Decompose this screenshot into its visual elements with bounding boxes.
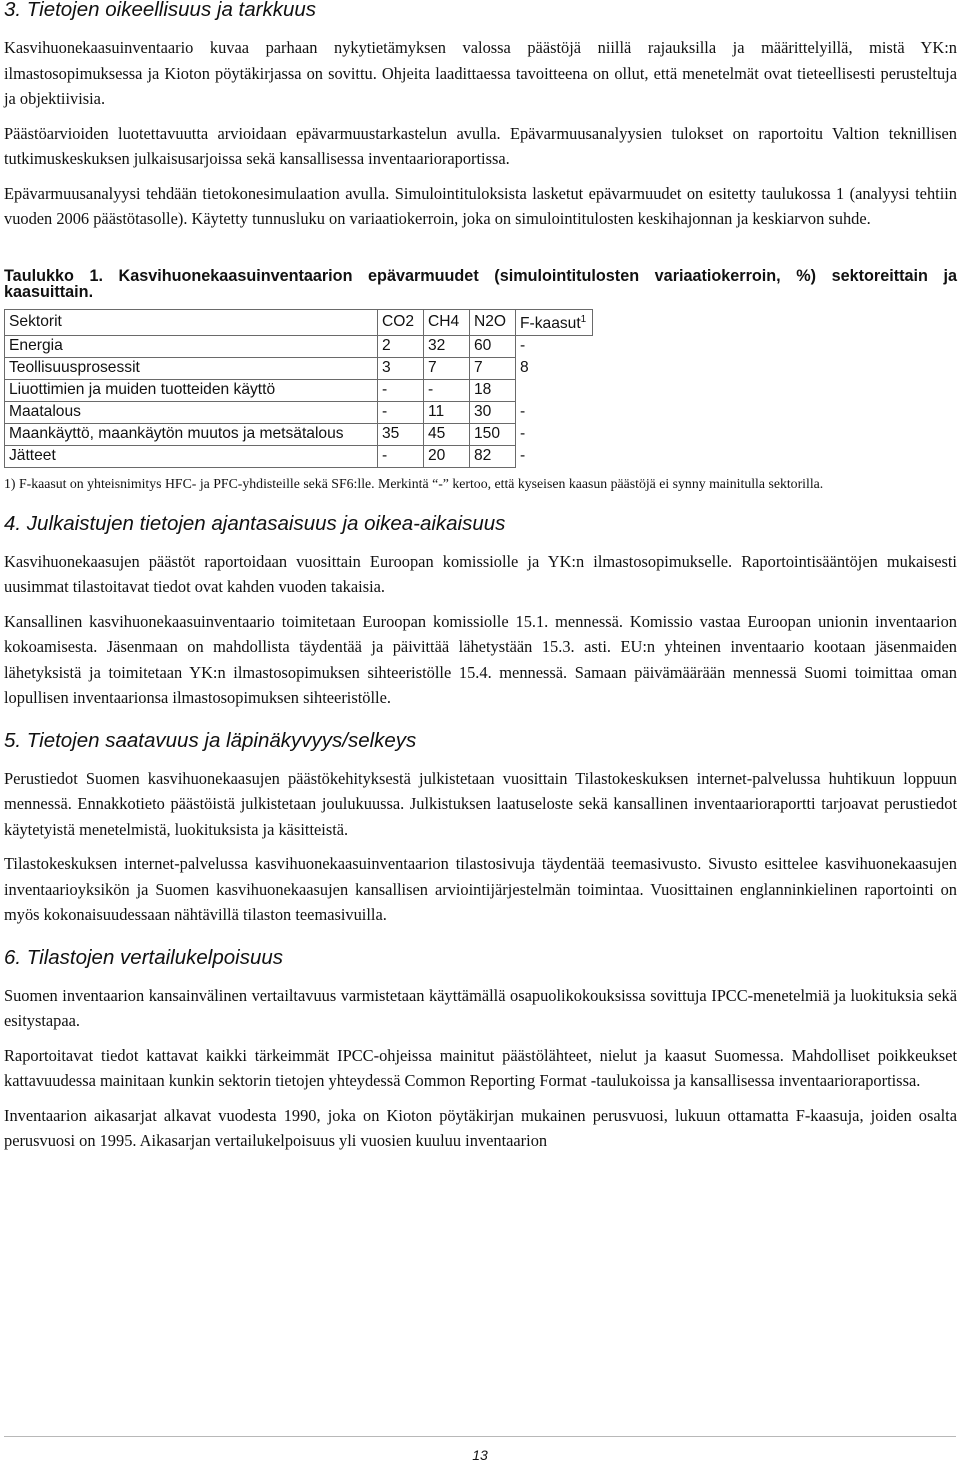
table-row — [5, 357, 593, 379]
header-fgas-footnote-ref: 1 — [580, 314, 587, 325]
cell-ch4: 45 — [424, 423, 470, 445]
cell-fgas: - — [520, 425, 526, 442]
cell-n2o: 82 — [470, 445, 516, 467]
table-caption: Taulukko 1. Kasvihuonekaasuinventaarion epävarmuudet (simulointitulosten variaatiokerroin, %) sektoreittain ja kaasuittain. — [4, 266, 957, 301]
table-header-row — [5, 309, 593, 335]
section-3-paragraph-1: Kasvihuonekaasuinventaario kuvaa parhaan nykytietämyksen valossa päästöjä niillä rajauksilla ja määrittelyillä, mistä YK:n ilmastosopimuksessa ja Kioton pöytäkirjassa on sovittu. Ohjeita laadittaessa tavoitteena on ollut, että menetelmät ovat tieteellisesti perusteltuja ja objektiivisia. — [4, 38, 957, 108]
table-row — [5, 445, 593, 467]
header-ch4: CH4 — [424, 309, 470, 335]
cell-sector: Energia — [5, 335, 378, 357]
page-number: 13 — [472, 1447, 488, 1463]
document-page — [4, 0, 957, 1154]
cell-ch4: 11 — [424, 401, 470, 423]
section-3-heading: 3. Tietojen oikeellisuus ja tarkkuus — [4, 0, 317, 21]
cell-fgas — [516, 379, 593, 401]
cell-fgas: - — [520, 403, 526, 420]
section-5-paragraph-2: Tilastokeskuksen internet-palvelussa kasvihuonekaasuinventaarion tilastosivuja täydentää teemasivusto. Sivusto esittelee kasvihuonekaasujen inventaarioyksikön ja Suomen kasvihuonekaasujen kansallisen arviointijärjestelmän toimintaa. Vuosittainen englanninkielinen raportointi on myös kokonaisuudessaan nähtävillä tilaston teemasivuilla. — [4, 854, 957, 924]
section-6-paragraph-3: Inventaarion aikasarjat alkavat vuodesta 1990, joka on Kioton pöytäkirjan mukainen perusvuosi, lukuun ottamatta F-kaasuja, joiden osalta perusvuosi on 1995. Aikasarjan vertailukelpoisuus yli vuosien kuuluu inventaarion — [4, 1105, 957, 1150]
cell-n2o: 30 — [470, 401, 516, 423]
cell-sector: Maankäyttö, maankäytön muutos ja metsätalous — [5, 423, 378, 445]
header-n2o: N2O — [470, 309, 516, 335]
section-6-heading: 6. Tilastojen vertailukelpoisuus — [4, 945, 283, 969]
section-3-paragraph-2: Päästöarvioiden luotettavuutta arvioidaan epävarmuustarkastelun avulla. Epävarmuusanalyysien tulokset on raportoitu Valtion teknillisen tutkimuskeskuksen julkaisusarjoissa sekä kansallisessa inventaarioraportissa. — [4, 123, 957, 168]
cell-n2o: 7 — [470, 357, 516, 379]
cell-co2: 35 — [378, 423, 424, 445]
uncertainty-table — [4, 309, 593, 468]
table-footnote: 1) F-kaasut on yhteisnimitys HFC- ja PFC-yhdisteille sekä SF6:lle. Merkintä “-” kertoo, että kyseisen kaasun päästöjä ei synny mainitulla sektorilla. — [4, 475, 824, 491]
table-row — [5, 423, 593, 445]
cell-fgas: 8 — [520, 359, 529, 376]
cell-fgas: - — [520, 337, 526, 355]
table-row — [5, 401, 593, 423]
cell-co2: - — [378, 379, 424, 401]
section-6-paragraph-2: Raportoitavat tiedot kattavat kaikki tärkeimmät IPCC-ohjeissa mainitut päästölähteet, nielut ja kaasut Suomessa. Mahdolliset poikkeukset kattavuudessa mainitaan kunkin sektorin tietojen yhteydessä Common Reporting Format -taulukoissa ja kansallisessa inventaarioraportissa. — [4, 1045, 957, 1090]
section-4-paragraph-1: Kasvihuonekaasujen päästöt raportoidaan vuosittain Euroopan komissiolle ja YK:n ilmastosopimukselle. Raportointisääntöjen mukaisesti uusimmat tilastoitavat tiedot ovat kahden vuoden takaisia. — [4, 551, 957, 596]
cell-fgas: - — [520, 447, 526, 464]
section-6-paragraph-1: Suomen inventaarion kansainvälinen vertailtavuus varmistetaan käyttämällä osapuolikokouksissa sovittuja IPCC-menetelmiä ja luokituksia sekä esitystapaa. — [4, 985, 957, 1030]
cell-ch4: - — [424, 379, 470, 401]
header-fgas — [516, 309, 593, 335]
table-row — [5, 379, 593, 401]
cell-sector: Maatalous — [5, 401, 378, 423]
cell-co2: 2 — [378, 335, 424, 357]
cell-co2: 3 — [378, 357, 424, 379]
section-4-paragraph-2: Kansallinen kasvihuonekaasuinventaario toimitetaan Euroopan komissiolle 15.1. mennessä. Komissio vastaa Euroopan unionin inventaarion kokoamisesta. Jäsenmaan on mahdollista täydentää ja päivittää lähetystään 15.3. asti. EU:n yhteinen inventaario kootaan jäsenmaiden lähetyksistä ja toimitetaan YK:n ilmastosopimuksen sihteeristölle 15.4. mennessä. Samaan päivämäärään mennessä Suomi toimittaa oman lopullisen inventaarionsa ilmastosopimuksen sihteeristölle. — [4, 611, 957, 707]
table-row — [5, 335, 593, 357]
header-fgas-label: F-kaasut — [520, 315, 581, 332]
section-5-paragraph-1: Perustiedot Suomen kasvihuonekaasujen päästökehityksestä julkistetaan vuosittain Tilastokeskuksen internet-palvelussa huhtikuun loppuun mennessä. Ennakkotieto päästöistä julkistetaan joulukuussa. Julkistuksen laatuseloste sekä kansallinen inventaarioraportti tarjoavat perustiedot käytetyistä menetelmistä, luokituksista ja käsitteistä. — [4, 768, 957, 839]
cell-ch4: 7 — [424, 357, 470, 379]
cell-n2o: 150 — [470, 423, 516, 445]
cell-n2o: 60 — [470, 335, 516, 357]
cell-ch4: 32 — [424, 335, 470, 357]
cell-co2: - — [378, 445, 424, 467]
cell-n2o: 18 — [470, 379, 516, 401]
section-3-paragraph-3: Epävarmuusanalyysi tehdään tietokonesimulaation avulla. Simulointituloksista lasketut epävarmuudet on esitetty taulukossa 1 (analyysi tehtiin vuoden 2006 päästötasolle). Käytetty tunnusluku on variaatiokerroin, joka on simulointitulosten keskihajonnan ja keskiarvon suhde. — [4, 183, 957, 228]
section-4-heading: 4. Julkaistujen tietojen ajantasaisuus ja oikea-aikaisuus — [4, 511, 506, 535]
section-5-heading: 5. Tietojen saatavuus ja läpinäkyvyys/selkeys — [4, 728, 417, 752]
header-sector: Sektorit — [5, 309, 378, 335]
header-co2: CO2 — [378, 309, 424, 335]
cell-sector: Teollisuusprosessit — [5, 357, 378, 379]
cell-sector: Jätteet — [5, 445, 378, 467]
footer-divider — [4, 1436, 956, 1437]
cell-ch4: 20 — [424, 445, 470, 467]
cell-sector: Liuottimien ja muiden tuotteiden käyttö — [5, 379, 378, 401]
cell-co2: - — [378, 401, 424, 423]
